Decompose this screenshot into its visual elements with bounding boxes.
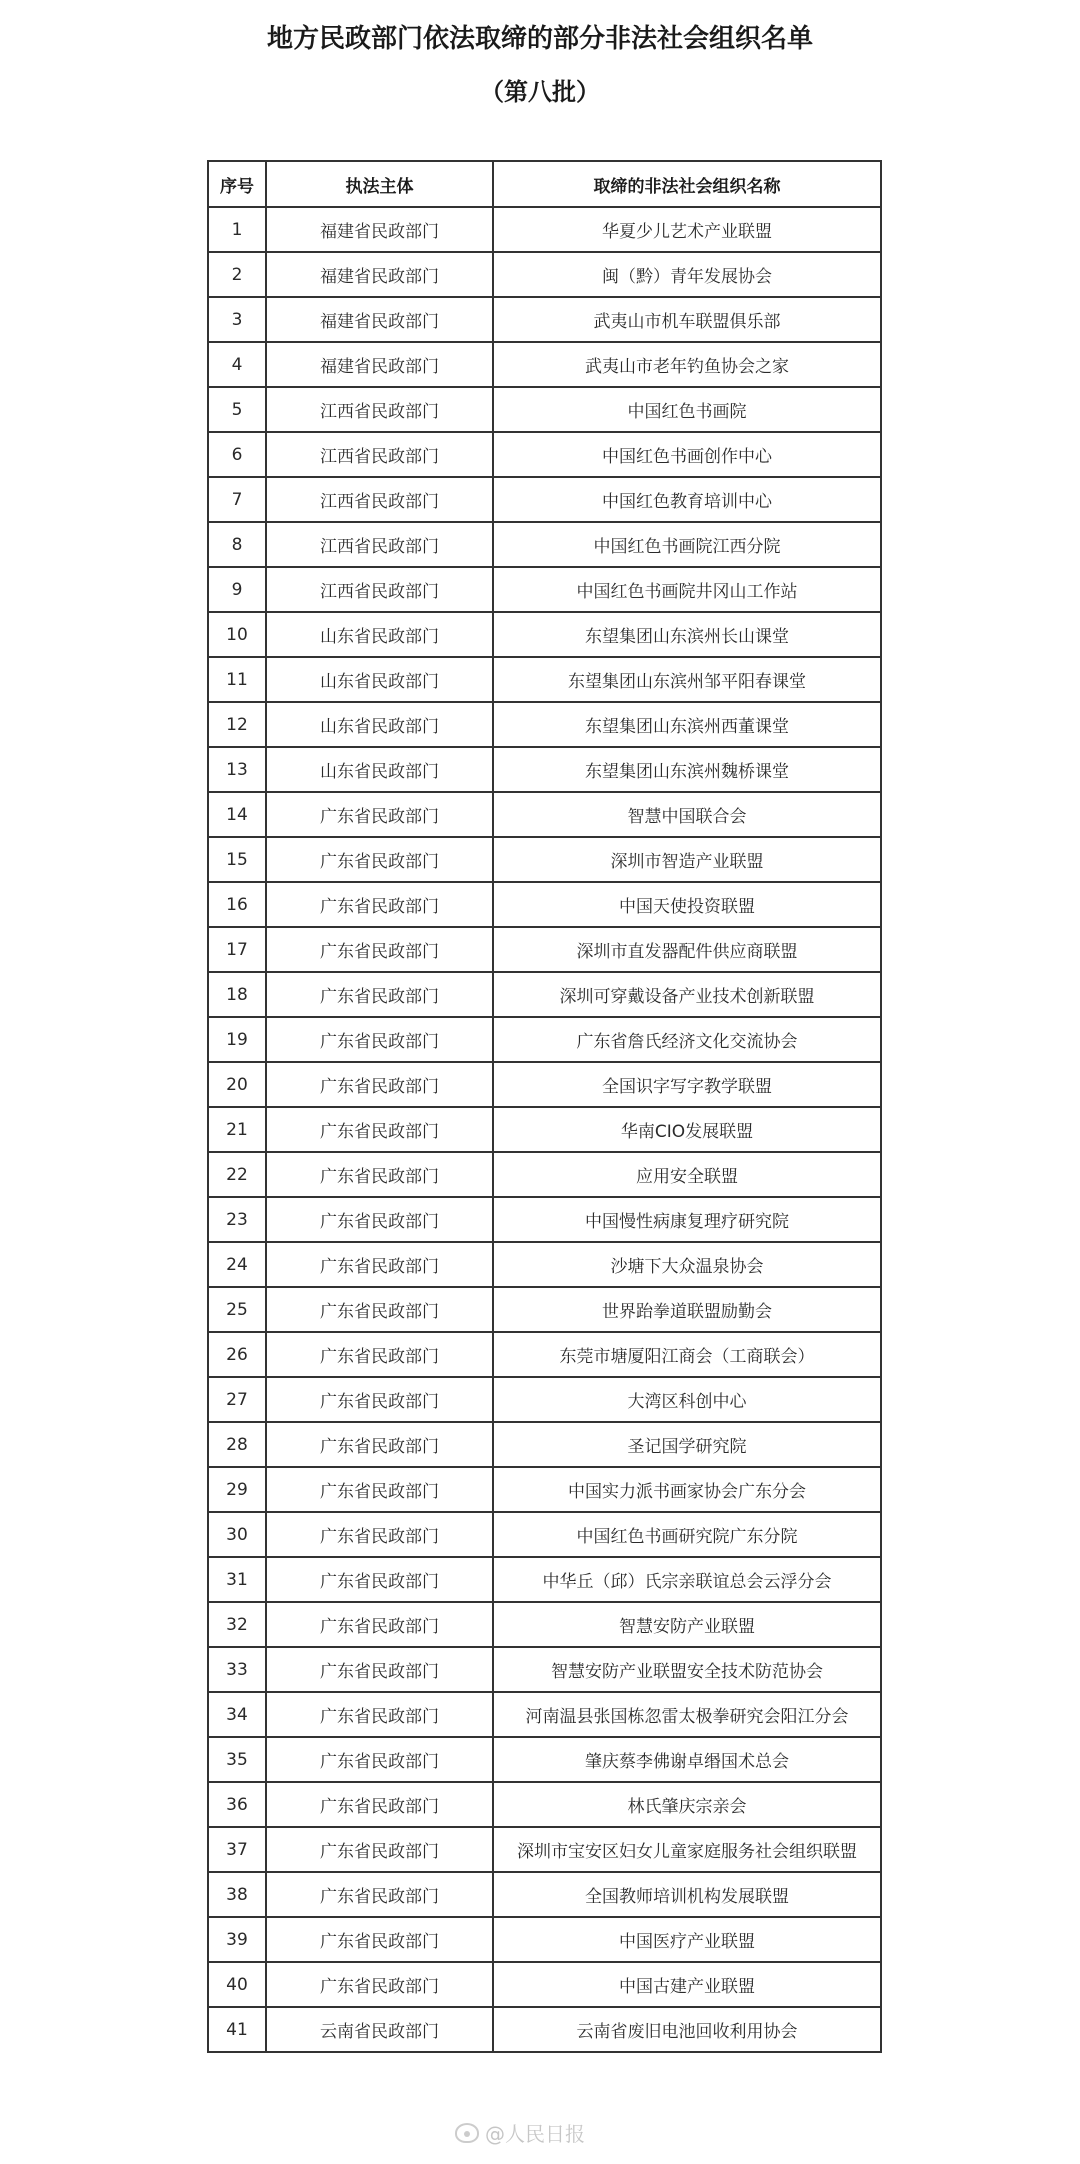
table-row — [208, 1737, 881, 1782]
table-row — [208, 1827, 881, 1872]
cell-organization: 东望集团山东滨州邹平阳春课堂 — [493, 657, 881, 702]
cell-enforcer: 广东省民政部门 — [266, 1197, 493, 1242]
cell-enforcer: 福建省民政部门 — [266, 342, 493, 387]
cell-enforcer: 广东省民政部门 — [266, 1062, 493, 1107]
table-row — [208, 1287, 881, 1332]
cell-organization: 中国红色书画院 — [493, 387, 881, 432]
table-row — [208, 387, 881, 432]
table-row — [208, 252, 881, 297]
table-header-row — [208, 161, 881, 207]
table-row — [208, 1107, 881, 1152]
cell-organization: 华夏少儿艺术产业联盟 — [493, 207, 881, 252]
table-row — [208, 2007, 881, 2052]
cell-organization: 深圳市直发器配件供应商联盟 — [493, 927, 881, 972]
table-row — [208, 1782, 881, 1827]
table-row — [208, 1017, 881, 1062]
cell-organization: 全国识字写字教学联盟 — [493, 1062, 881, 1107]
cell-organization: 深圳可穿戴设备产业技术创新联盟 — [493, 972, 881, 1017]
cell-enforcer: 广东省民政部门 — [266, 927, 493, 972]
cell-index: 19 — [208, 1017, 266, 1062]
table-row — [208, 1062, 881, 1107]
table-row — [208, 477, 881, 522]
cell-enforcer: 广东省民政部门 — [266, 1917, 493, 1962]
cell-organization: 东望集团山东滨州长山课堂 — [493, 612, 881, 657]
header-organization: 取缔的非法社会组织名称 — [493, 161, 881, 207]
cell-enforcer: 广东省民政部门 — [266, 1242, 493, 1287]
cell-index: 16 — [208, 882, 266, 927]
cell-index: 3 — [208, 297, 266, 342]
cell-enforcer: 广东省民政部门 — [266, 1557, 493, 1602]
cell-organization: 中国红色书画院江西分院 — [493, 522, 881, 567]
cell-organization: 中华丘（邱）氏宗亲联谊总会云浮分会 — [493, 1557, 881, 1602]
cell-organization: 华南CIO发展联盟 — [493, 1107, 881, 1152]
cell-enforcer: 广东省民政部门 — [266, 1827, 493, 1872]
cell-organization: 中国天使投资联盟 — [493, 882, 881, 927]
table-row — [208, 1647, 881, 1692]
cell-organization: 东望集团山东滨州魏桥课堂 — [493, 747, 881, 792]
cell-index: 12 — [208, 702, 266, 747]
table-row — [208, 792, 881, 837]
cell-index: 17 — [208, 927, 266, 972]
table-row — [208, 1467, 881, 1512]
cell-enforcer: 广东省民政部门 — [266, 882, 493, 927]
cell-enforcer: 云南省民政部门 — [266, 2007, 493, 2052]
table-row — [208, 567, 881, 612]
table-row — [208, 522, 881, 567]
cell-organization: 东莞市塘厦阳江商会（工商联会） — [493, 1332, 881, 1377]
cell-organization: 智慧安防产业联盟 — [493, 1602, 881, 1647]
cell-index: 28 — [208, 1422, 266, 1467]
cell-enforcer: 广东省民政部门 — [266, 1377, 493, 1422]
cell-organization: 中国古建产业联盟 — [493, 1962, 881, 2007]
cell-organization: 深圳市宝安区妇女儿童家庭服务社会组织联盟 — [493, 1827, 881, 1872]
header-index: 序号 — [208, 161, 266, 207]
cell-enforcer: 广东省民政部门 — [266, 1737, 493, 1782]
page-subtitle: （第八批） — [480, 78, 600, 106]
cell-index: 18 — [208, 972, 266, 1017]
cell-enforcer: 江西省民政部门 — [266, 432, 493, 477]
cell-index: 29 — [208, 1467, 266, 1512]
cell-organization: 沙塘下大众温泉协会 — [493, 1242, 881, 1287]
cell-organization: 林氏肇庆宗亲会 — [493, 1782, 881, 1827]
cell-index: 8 — [208, 522, 266, 567]
cell-index: 25 — [208, 1287, 266, 1332]
watermark-text: @人民日报 — [485, 2122, 585, 2146]
cell-enforcer: 广东省民政部门 — [266, 1017, 493, 1062]
cell-organization: 大湾区科创中心 — [493, 1377, 881, 1422]
cell-index: 20 — [208, 1062, 266, 1107]
table-row — [208, 972, 881, 1017]
cell-index: 41 — [208, 2007, 266, 2052]
cell-index: 31 — [208, 1557, 266, 1602]
cell-index: 22 — [208, 1152, 266, 1197]
cell-organization: 中国红色教育培训中心 — [493, 477, 881, 522]
cell-organization: 武夷山市机车联盟俱乐部 — [493, 297, 881, 342]
cell-index: 7 — [208, 477, 266, 522]
table-row — [208, 612, 881, 657]
cell-index: 6 — [208, 432, 266, 477]
table-row — [208, 342, 881, 387]
cell-enforcer: 广东省民政部门 — [266, 1647, 493, 1692]
cell-enforcer: 广东省民政部门 — [266, 1332, 493, 1377]
cell-enforcer: 广东省民政部门 — [266, 792, 493, 837]
cell-index: 13 — [208, 747, 266, 792]
cell-organization: 智慧中国联合会 — [493, 792, 881, 837]
table-row — [208, 1512, 881, 1557]
cell-index: 38 — [208, 1872, 266, 1917]
cell-enforcer: 山东省民政部门 — [266, 747, 493, 792]
table-row — [208, 1872, 881, 1917]
cell-enforcer: 广东省民政部门 — [266, 837, 493, 882]
table-row — [208, 1197, 881, 1242]
cell-organization: 深圳市智造产业联盟 — [493, 837, 881, 882]
cell-enforcer: 山东省民政部门 — [266, 657, 493, 702]
cell-organization: 闽（黔）青年发展协会 — [493, 252, 881, 297]
cell-index: 37 — [208, 1827, 266, 1872]
cell-enforcer: 广东省民政部门 — [266, 1152, 493, 1197]
cell-organization: 东望集团山东滨州西董课堂 — [493, 702, 881, 747]
cell-enforcer: 福建省民政部门 — [266, 297, 493, 342]
cell-organization: 云南省废旧电池回收利用协会 — [493, 2007, 881, 2052]
cell-index: 5 — [208, 387, 266, 432]
table-row — [208, 1242, 881, 1287]
cell-index: 32 — [208, 1602, 266, 1647]
cell-enforcer: 山东省民政部门 — [266, 702, 493, 747]
header-enforcer: 执法主体 — [266, 161, 493, 207]
cell-organization: 河南温县张国栋忽雷太极拳研究会阳江分会 — [493, 1692, 881, 1737]
cell-index: 36 — [208, 1782, 266, 1827]
cell-enforcer: 福建省民政部门 — [266, 207, 493, 252]
table-row — [208, 747, 881, 792]
page-title: 地方民政部门依法取缔的部分非法社会组织名单 — [266, 24, 813, 54]
table-row — [208, 837, 881, 882]
table-row — [208, 1692, 881, 1737]
table-row — [208, 657, 881, 702]
cell-enforcer: 江西省民政部门 — [266, 387, 493, 432]
cell-index: 39 — [208, 1917, 266, 1962]
cell-organization: 广东省詹氏经济文化交流协会 — [493, 1017, 881, 1062]
cell-organization: 中国红色书画院井冈山工作站 — [493, 567, 881, 612]
cell-index: 11 — [208, 657, 266, 702]
cell-enforcer: 广东省民政部门 — [266, 972, 493, 1017]
table-row — [208, 1917, 881, 1962]
cell-enforcer: 广东省民政部门 — [266, 1107, 493, 1152]
table-row — [208, 432, 881, 477]
table-body — [208, 207, 881, 2052]
cell-index: 10 — [208, 612, 266, 657]
weibo-icon — [455, 2123, 479, 2143]
cell-enforcer: 江西省民政部门 — [266, 477, 493, 522]
table-row — [208, 882, 881, 927]
table-row — [208, 1962, 881, 2007]
cell-index: 24 — [208, 1242, 266, 1287]
cell-enforcer: 广东省民政部门 — [266, 1692, 493, 1737]
cell-index: 21 — [208, 1107, 266, 1152]
organization-table — [207, 160, 882, 2053]
cell-organization: 中国慢性病康复理疗研究院 — [493, 1197, 881, 1242]
cell-enforcer: 广东省民政部门 — [266, 1512, 493, 1557]
cell-organization: 应用安全联盟 — [493, 1152, 881, 1197]
cell-enforcer: 广东省民政部门 — [266, 1467, 493, 1512]
cell-organization: 世界跆拳道联盟励勤会 — [493, 1287, 881, 1332]
cell-enforcer: 江西省民政部门 — [266, 567, 493, 612]
table-row — [208, 1332, 881, 1377]
cell-enforcer: 广东省民政部门 — [266, 1962, 493, 2007]
table-row — [208, 1152, 881, 1197]
cell-organization: 智慧安防产业联盟安全技术防范协会 — [493, 1647, 881, 1692]
cell-index: 33 — [208, 1647, 266, 1692]
cell-index: 2 — [208, 252, 266, 297]
cell-organization: 中国红色书画研究院广东分院 — [493, 1512, 881, 1557]
cell-enforcer: 江西省民政部门 — [266, 522, 493, 567]
cell-organization: 武夷山市老年钓鱼协会之家 — [493, 342, 881, 387]
table-row — [208, 1422, 881, 1467]
table-row — [208, 207, 881, 252]
cell-organization: 全国教师培训机构发展联盟 — [493, 1872, 881, 1917]
cell-index: 26 — [208, 1332, 266, 1377]
cell-organization: 中国实力派书画家协会广东分会 — [493, 1467, 881, 1512]
cell-organization: 肇庆蔡李佛谢卓缗国术总会 — [493, 1737, 881, 1782]
cell-index: 14 — [208, 792, 266, 837]
cell-index: 4 — [208, 342, 266, 387]
table-row — [208, 927, 881, 972]
cell-index: 1 — [208, 207, 266, 252]
cell-enforcer: 广东省民政部门 — [266, 1422, 493, 1467]
table-row — [208, 297, 881, 342]
watermark — [455, 2118, 585, 2147]
cell-enforcer: 山东省民政部门 — [266, 612, 493, 657]
cell-index: 15 — [208, 837, 266, 882]
cell-index: 27 — [208, 1377, 266, 1422]
table-row — [208, 1602, 881, 1647]
cell-organization: 中国医疗产业联盟 — [493, 1917, 881, 1962]
cell-enforcer: 福建省民政部门 — [266, 252, 493, 297]
cell-enforcer: 广东省民政部门 — [266, 1602, 493, 1647]
table-row — [208, 702, 881, 747]
cell-index: 9 — [208, 567, 266, 612]
cell-index: 35 — [208, 1737, 266, 1782]
cell-organization: 圣记国学研究院 — [493, 1422, 881, 1467]
table-row — [208, 1557, 881, 1602]
cell-organization: 中国红色书画创作中心 — [493, 432, 881, 477]
cell-enforcer: 广东省民政部门 — [266, 1872, 493, 1917]
cell-index: 34 — [208, 1692, 266, 1737]
table-row — [208, 1377, 881, 1422]
cell-enforcer: 广东省民政部门 — [266, 1287, 493, 1332]
cell-index: 30 — [208, 1512, 266, 1557]
cell-index: 23 — [208, 1197, 266, 1242]
cell-enforcer: 广东省民政部门 — [266, 1782, 493, 1827]
cell-index: 40 — [208, 1962, 266, 2007]
